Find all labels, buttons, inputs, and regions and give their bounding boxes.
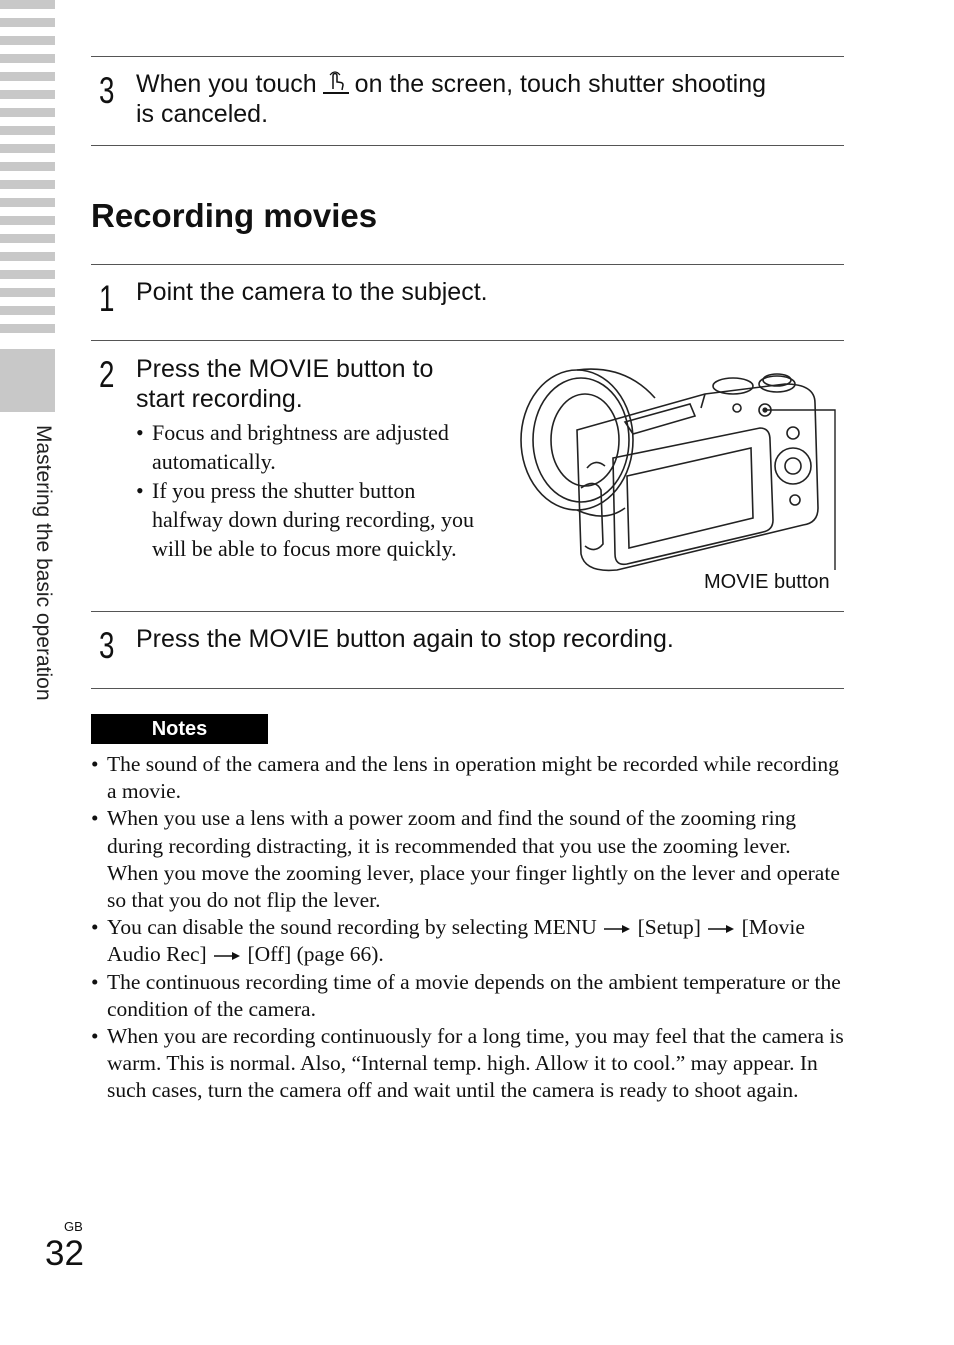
note-text: [Movie Audio Rec] xyxy=(107,915,805,967)
step-number: 2 xyxy=(99,354,115,395)
note-item: • The sound of the camera and the lens in operation might be recorded while recording a movie. xyxy=(91,751,844,805)
arrow-right-icon xyxy=(214,951,240,961)
step-number: 1 xyxy=(99,278,115,319)
divider xyxy=(91,611,844,612)
step-text-part: When you touch xyxy=(136,70,317,98)
step-text-line: Press the MOVIE button to xyxy=(136,355,434,383)
step-text xyxy=(136,69,844,129)
step-text: Press the MOVIE button again to stop recording. xyxy=(136,625,674,653)
touch-shutter-icon xyxy=(321,70,351,96)
note-item xyxy=(91,914,844,968)
divider xyxy=(91,264,844,265)
section-tab-marker xyxy=(0,349,55,412)
note-text: [Setup] xyxy=(637,915,701,940)
note-item: • The continuous recording time of a movie depends on the ambient temperature or the condition of the camera. xyxy=(91,969,844,1023)
movie-button-callout: MOVIE button xyxy=(704,571,830,593)
section-tab-stripes xyxy=(0,0,55,340)
step-number: 3 xyxy=(99,625,115,666)
step-text xyxy=(136,354,433,414)
divider xyxy=(91,145,844,146)
step-number: 3 xyxy=(99,70,115,111)
divider xyxy=(91,340,844,341)
notes-badge: Notes xyxy=(91,714,268,744)
step-text-line: is canceled. xyxy=(136,100,269,128)
section-tab-label: Mastering the basic operation xyxy=(32,425,55,701)
step-text-line: start recording. xyxy=(136,385,303,413)
notes-list xyxy=(91,751,844,1105)
arrow-right-icon xyxy=(708,924,734,934)
bullet-item: • If you press the shutter button halfway down during recording, you will be able to focus more quickly. xyxy=(136,476,486,563)
divider xyxy=(91,56,844,57)
step-bullet-list xyxy=(136,418,486,563)
step-text-part: on the screen, touch shutter shooting xyxy=(354,70,767,98)
step-text: Point the camera to the subject. xyxy=(136,278,488,306)
page-number: 32 xyxy=(45,1234,84,1273)
note-text: [Off] (page 66). xyxy=(247,942,384,967)
divider xyxy=(91,688,844,689)
region-code: GB xyxy=(64,1219,83,1234)
camera-illustration xyxy=(515,358,845,590)
bullet-item: • Focus and brightness are adjusted automatically. xyxy=(136,418,486,476)
note-item: • When you are recording continuously for a long time, you may feel that the camera is warm. This is normal. Also, “Internal temp. high. Allow it to cool.” may appear. In such cases, turn the camera off and wait until the camera is ready to shoot again. xyxy=(91,1023,844,1105)
note-text: You can disable the sound recording by selecting MENU xyxy=(107,915,597,940)
arrow-right-icon xyxy=(604,924,630,934)
section-heading: Recording movies xyxy=(91,197,378,234)
note-item: • When you use a lens with a power zoom and find the sound of the zooming ring during recording distracting, it is recommended that you use the zooming lever. When you move the zooming lever, place your finger lightly on the lever and operate so that you do not flip the lever. xyxy=(91,805,844,914)
